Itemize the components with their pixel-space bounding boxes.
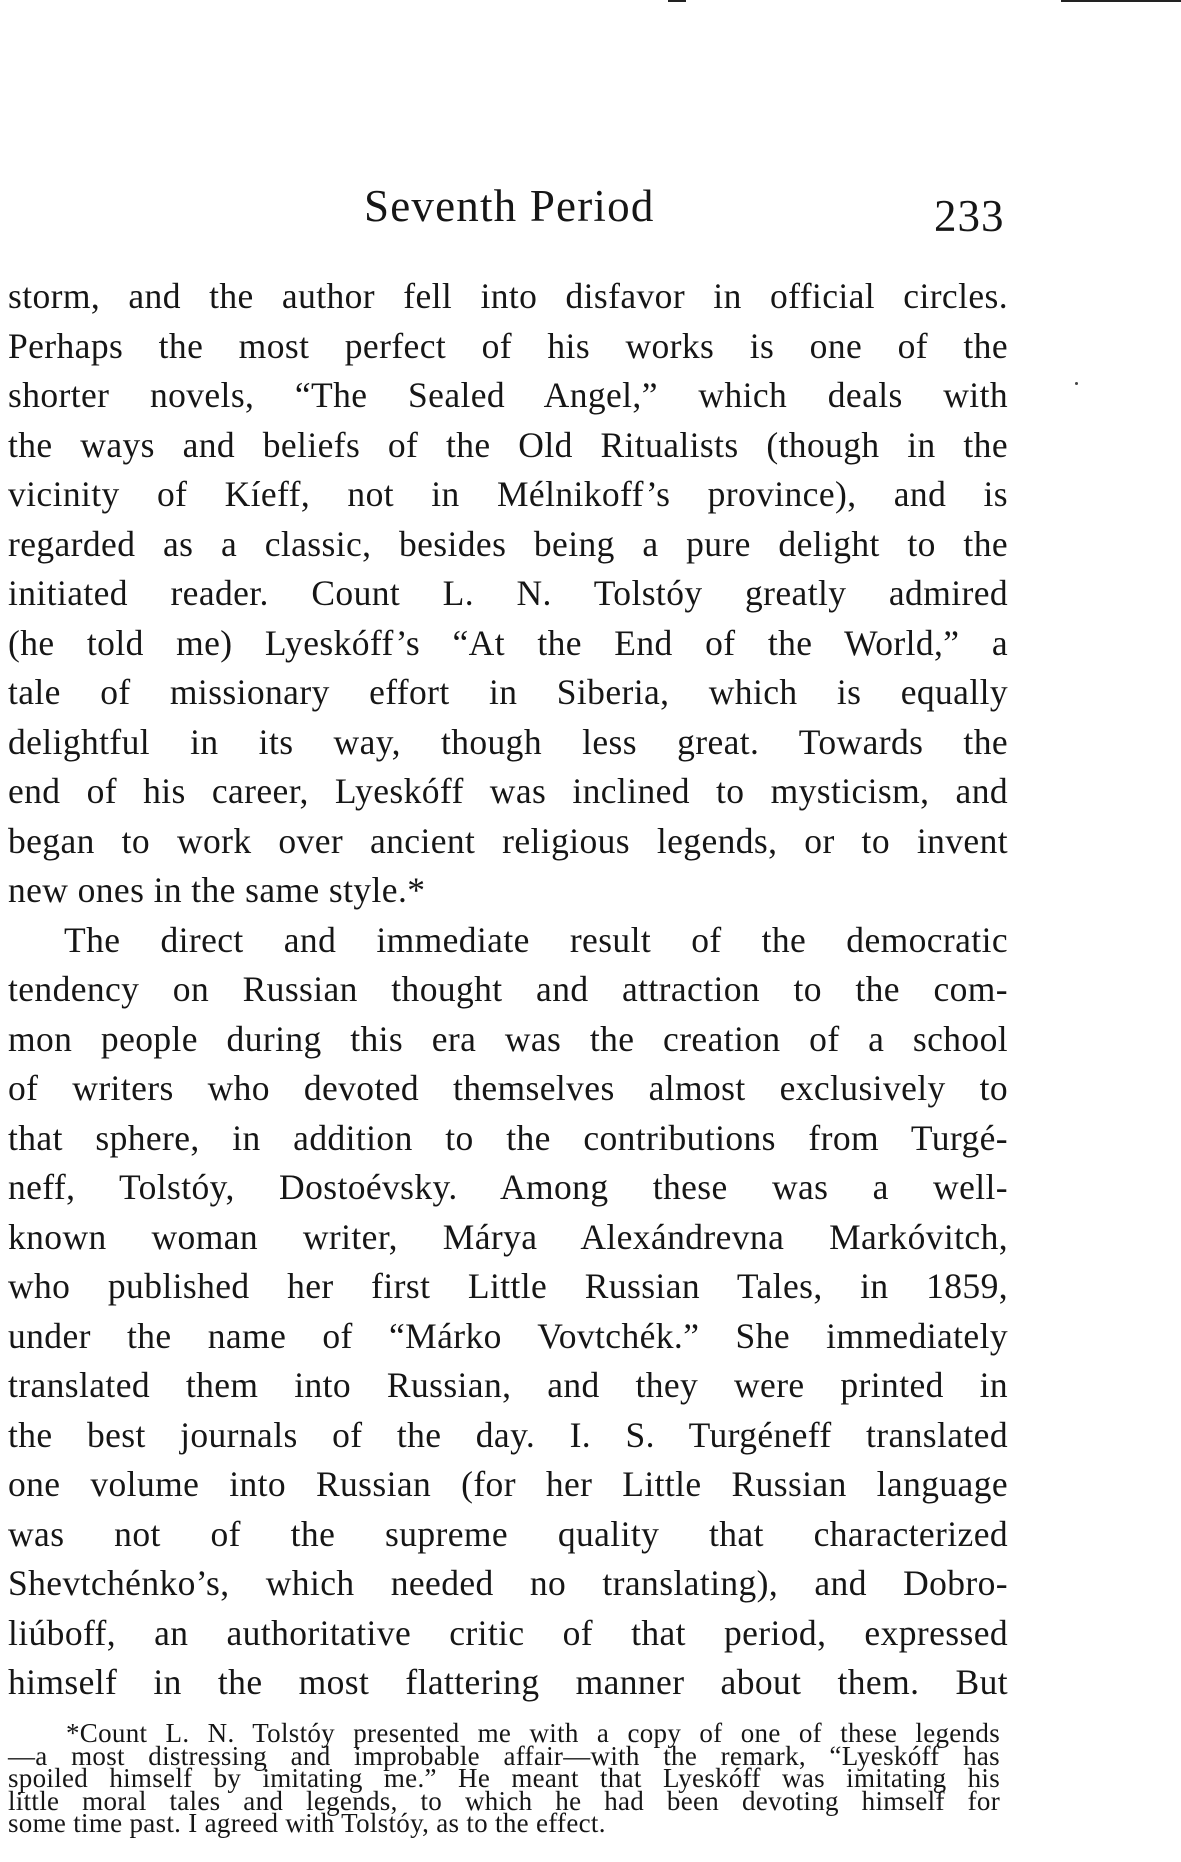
page-header [0, 172, 1181, 242]
text-line: who published her first Little Russian Tales, in 1859, [8, 1266, 1008, 1306]
text-line: mon people during this era was the creation of a school [8, 1018, 1008, 1059]
text-line: end of his career, Lyeskóff was inclined to mysticism, and [8, 771, 1008, 811]
running-title: Seventh Period [364, 181, 655, 231]
text-line: new ones in the same style.* [8, 870, 426, 910]
text-line: tale of missionary effort in Siberia, which is equally [8, 672, 1008, 712]
text-line: the best journals of the day. I. S. Turgéneff translated [8, 1414, 1008, 1455]
text-line: Shevtchénko’s, which needed no translating), and Dobro- [8, 1563, 1008, 1603]
text-line: himself in the most flattering manner about them. But [8, 1662, 1008, 1702]
body-text [8, 272, 1008, 1708]
text-line: one volume into Russian (for her Little Russian language [8, 1464, 1008, 1504]
text-line: known woman writer, Márya Alexándrevna Markóvitch, [8, 1216, 1008, 1257]
text-line: The direct and immediate result of the democratic [64, 919, 1008, 960]
footnote-line: some time past. I agreed with Tolstóy, as to the effect. [8, 1808, 606, 1838]
footnote-line: —a most distressing and improbable affair—with the remark, “Lyeskóff has [8, 1740, 1000, 1771]
text-line: liúboff, an authoritative critic of that period, expressed [8, 1612, 1008, 1653]
footnote-line: little moral tales and legends, to which he had been devoting himself for [8, 1785, 1000, 1816]
footnote-line: *Count L. N. Tolstóy presented me with a copy of one of these legends [66, 1718, 1000, 1748]
text-line: vicinity of Kíeff, not in Mélnikoff’s province), and is [8, 474, 1008, 514]
text-line: shorter novels, “The Sealed Angel,” which deals with [8, 375, 1008, 415]
top-edge-rule [1061, 0, 1181, 2]
text-line: translated them into Russian, and they were printed in [8, 1365, 1008, 1405]
text-line: initiated reader. Count L. N. Tolstóy greatly admired [8, 573, 1008, 613]
ink-speck [1075, 382, 1078, 385]
footnote [8, 1718, 1000, 1838]
text-line: neff, Tolstóy, Dostoévsky. Among these was a well- [8, 1167, 1008, 1207]
text-line: under the name of “Márko Vovtchék.” She immediately [8, 1315, 1008, 1356]
text-line: regarded as a classic, besides being a pure delight to the [8, 523, 1008, 564]
text-line: (he told me) Lyeskóff’s “At the End of the World,” a [8, 622, 1008, 663]
text-line: Perhaps the most perfect of his works is one of the [8, 325, 1008, 366]
text-line: tendency on Russian thought and attraction to the com- [8, 969, 1008, 1009]
page-number: 233 [934, 191, 1005, 241]
text-line: began to work over ancient religious legends, or to invent [8, 820, 1008, 861]
text-line: the ways and beliefs of the Old Ritualists (though in the [8, 424, 1008, 465]
text-line: storm, and the author fell into disfavor in official circles. [8, 276, 1008, 316]
text-line: delightful in its way, though less great. Towards the [8, 721, 1008, 762]
footnote-line: spoiled himself by imitating me.” He meant that Lyeskóff was imitating his [8, 1763, 1000, 1793]
top-edge-mark [668, 0, 686, 2]
text-line: was not of the supreme quality that characterized [8, 1513, 1008, 1554]
text-line: that sphere, in addition to the contributions from Turgé- [8, 1117, 1008, 1158]
text-line: of writers who devoted themselves almost exclusively to [8, 1068, 1008, 1108]
